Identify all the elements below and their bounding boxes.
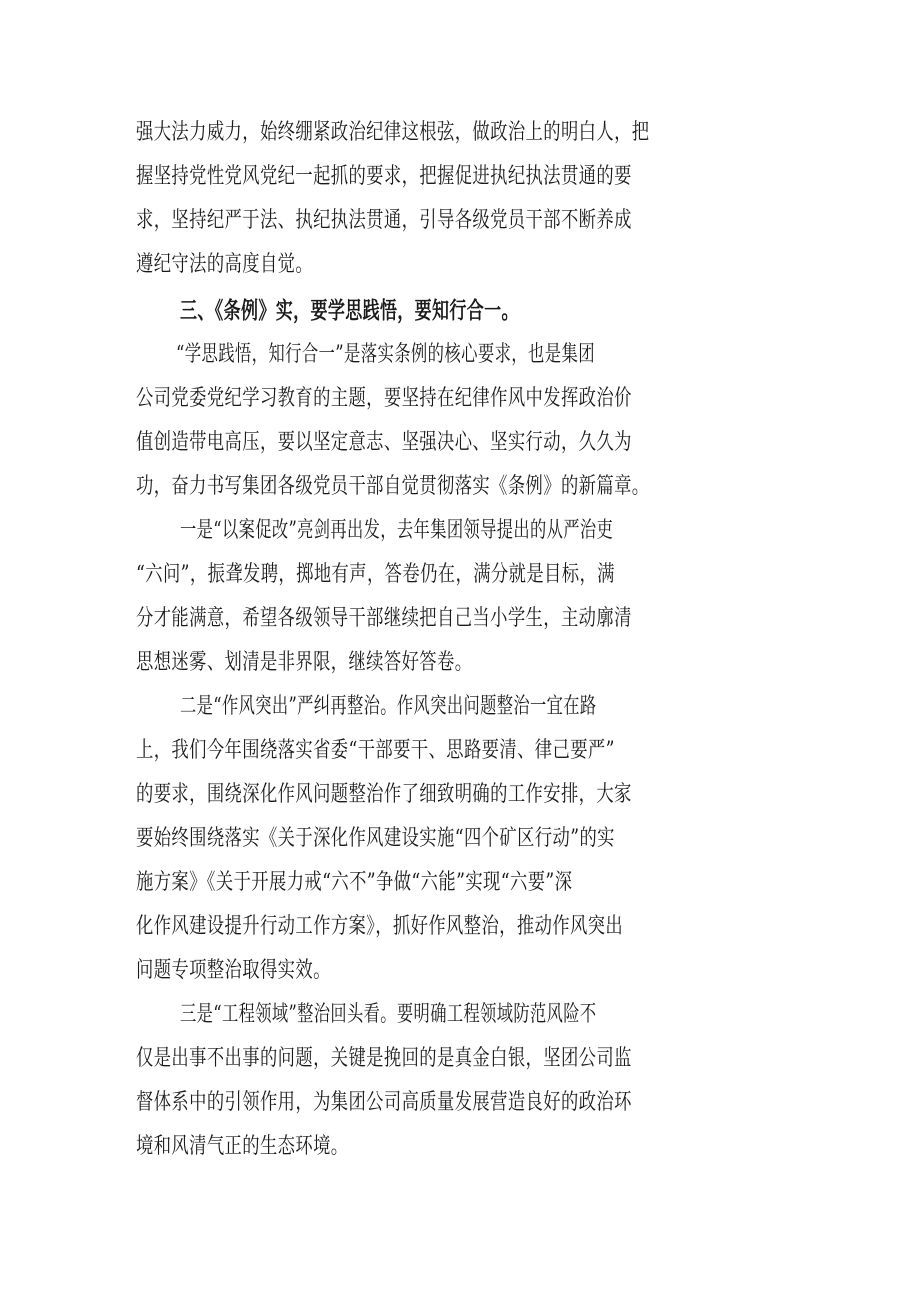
paragraph-line: 求，坚持纪严于法、执纪执法贯通，引导各级党员干部不断养成 [136, 208, 632, 233]
paragraph-line: 功，奋力书写集团各级党员干部自觉贯彻落实《条例》的新篇章。 [136, 474, 650, 499]
paragraph-line: “学思践悟，知行合一”是落实条例的核心要求，也是集团 [176, 342, 595, 367]
paragraph-line: 分才能满意，希望各级领导干部继续把自己当小学生，主动廓清 [136, 606, 632, 631]
paragraph-line: 三是“工程领域”整治回头看。要明确工程领域防范风险不 [180, 1002, 597, 1027]
section-heading: 三、《条例》实，要学思践悟，要知行合一。 [180, 298, 519, 324]
paragraph-line: 遵纪守法的高度自觉。 [136, 252, 314, 277]
paragraph-line: 上，我们今年围绕落实省委“干部要干、思路要清、律己要严” [136, 738, 615, 763]
paragraph-line: 握坚持党性党风党纪一起抓的要求，把握促进执纪执法贯通的要 [136, 164, 632, 189]
paragraph-line: 境和风清气正的生态环境。 [136, 1134, 349, 1159]
paragraph-line: 强大法力威力，始终绷紧政治纪律这根弦，做政治上的明白人，把 [136, 120, 650, 145]
paragraph-line: “六问”，振聋发聘，掷地有声，答卷仍在，满分就是目标，满 [136, 562, 615, 587]
paragraph-line: 督体系中的引领作用，为集团公司高质量发展营造良好的政治环 [136, 1090, 632, 1115]
paragraph-line: 问题专项整治取得实效。 [136, 958, 331, 983]
paragraph-line: 二是“作风突出”严纠再整治。作风突出问题整治一宜在路 [180, 694, 597, 719]
paragraph-line: 化作风建设提升行动工作方案》，抓好作风整治，推动作风突出 [136, 914, 624, 939]
paragraph-line: 仅是出事不出事的问题，关键是挽回的是真金白银，坚团公司监 [136, 1046, 632, 1071]
paragraph-line: 的要求，围绕深化作风问题整治作了细致明确的工作安排，大家 [136, 782, 632, 807]
paragraph-line: 公司党委党纪学习教育的主题，要坚持在纪律作风中发挥政治价 [136, 386, 632, 411]
paragraph-line: 要始终围绕落实《关于深化作风建设实施“四个矿区行动”的实 [136, 826, 615, 851]
paragraph-line: 一是“以案促改”亮剑再出发，去年集团领导提出的从严治吏 [180, 518, 614, 543]
paragraph-line: 思想迷雾、划清是非界限，继续答好答卷。 [136, 650, 473, 675]
paragraph-line: 值创造带电高压，要以坚定意志、坚强决心、坚实行动，久久为 [136, 430, 632, 455]
paragraph-line: 施方案》《关于开展力戒“六不”争做“六能”实现“六要”深 [136, 870, 573, 895]
